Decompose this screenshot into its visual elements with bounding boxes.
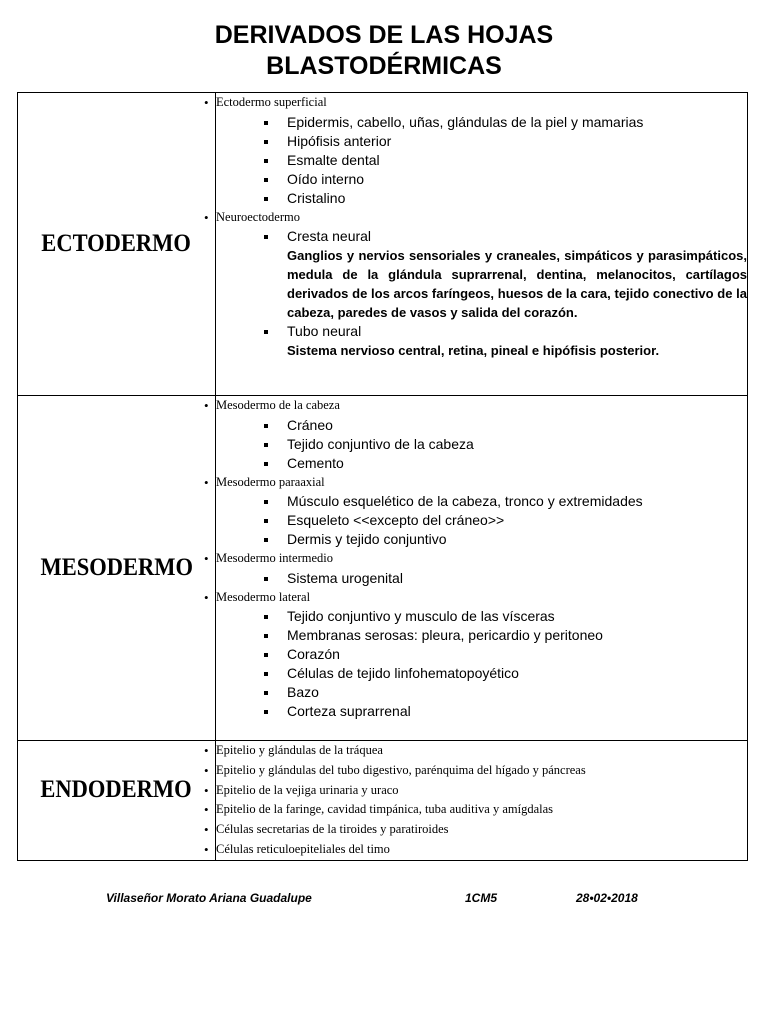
item-list xyxy=(216,607,747,721)
derivatives-table xyxy=(17,92,748,861)
footer-author: Villaseñor Morato Ariana Guadalupe xyxy=(106,891,312,905)
list-item: • Células secretarias de la tiroides y paratiroides xyxy=(216,820,747,840)
page-title xyxy=(0,20,768,82)
list-item: Corazón xyxy=(287,645,747,664)
ectodermo-label: ECTODERMO xyxy=(41,230,192,257)
list-item: Epidermis, cabello, uñas, glándulas de la piel y mamarias xyxy=(287,113,747,132)
item-description: Ganglios y nervios sensoriales y craneales, simpáticos y parasimpáticos, medula de la glándula suprarrenal, dentina, melanocitos, cartílagos derivados de los arcos faríngeos, huesos de la cara, tejido conectivo de la cabeza, paredes de vasos y salida del corazón. xyxy=(287,248,747,320)
list-item: Tejido conjuntivo de la cabeza xyxy=(287,435,747,454)
list-item: • Epitelio de la faringe, cavidad timpánica, tuba auditiva y amígdalas xyxy=(216,800,747,820)
endodermo-content xyxy=(216,741,748,861)
list-item: • Células reticuloepiteliales del timo xyxy=(216,840,747,860)
list-item: Cristalino xyxy=(287,189,747,208)
endodermo-label-cell xyxy=(18,741,216,861)
list-item: Membranas serosas: pleura, pericardio y peritoneo xyxy=(287,626,747,645)
list-item: Tejido conjuntivo y musculo de las vísceras xyxy=(287,607,747,626)
section-heading: • Mesodermo lateral xyxy=(216,588,747,608)
list-item: Cemento xyxy=(287,454,747,473)
row-ectodermo xyxy=(18,93,748,396)
mesodermo-content xyxy=(216,396,748,741)
ectodermo-content xyxy=(216,93,748,396)
item-list xyxy=(216,113,747,208)
list-item: Cresta neural xyxy=(287,227,747,246)
item-list xyxy=(216,492,747,549)
mesodermo-label: MESODERMO xyxy=(40,554,193,581)
section-heading: • Neuroectodermo xyxy=(216,208,747,228)
row-mesodermo xyxy=(18,396,748,741)
list-item: • Epitelio y glándulas de la tráquea xyxy=(216,741,747,761)
list-item: Sistema urogenital xyxy=(287,569,747,588)
section-heading: • Mesodermo de la cabeza xyxy=(216,396,747,416)
list-item: • Epitelio y glándulas del tubo digestivo, parénquima del hígado y páncreas xyxy=(216,761,747,781)
ectodermo-label-cell xyxy=(18,93,216,396)
list-item: Cráneo xyxy=(287,416,747,435)
section-heading: • Ectodermo superficial xyxy=(216,93,747,113)
list-item: Tubo neural xyxy=(287,322,747,341)
list-item: • Epitelio de la vejiga urinaria y uraco xyxy=(216,781,747,801)
footer-date: 28•02•2018 xyxy=(576,891,638,905)
list-item: Hipófisis anterior xyxy=(287,132,747,151)
section-heading: • Mesodermo paraaxial xyxy=(216,473,747,493)
title-line-2: BLASTODÉRMICAS xyxy=(266,52,502,80)
row-endodermo xyxy=(18,741,748,861)
list-item: Esqueleto <<excepto del cráneo>> xyxy=(287,511,747,530)
list-item: Músculo esquelético de la cabeza, tronco y extremidades xyxy=(287,492,747,511)
list-item: Oído interno xyxy=(287,170,747,189)
list-item: Corteza suprarrenal xyxy=(287,702,747,721)
list-item: Bazo xyxy=(287,683,747,702)
list-item: Células de tejido linfohematopoyético xyxy=(287,664,747,683)
item-description: Sistema nervioso central, retina, pineal e hipófisis posterior. xyxy=(287,343,660,358)
item-list xyxy=(216,227,747,360)
endodermo-label: ENDODERMO xyxy=(40,776,193,803)
title-line-1: DERIVADOS DE LAS HOJAS xyxy=(214,21,554,49)
list-item: Esmalte dental xyxy=(287,151,747,170)
footer-group: 1CM5 xyxy=(465,891,498,905)
mesodermo-label-cell xyxy=(18,396,216,741)
item-list xyxy=(216,416,747,473)
list-item: Dermis y tejido conjuntivo xyxy=(287,530,747,549)
item-list xyxy=(216,569,747,588)
section-heading: • Mesodermo intermedio xyxy=(216,549,747,569)
